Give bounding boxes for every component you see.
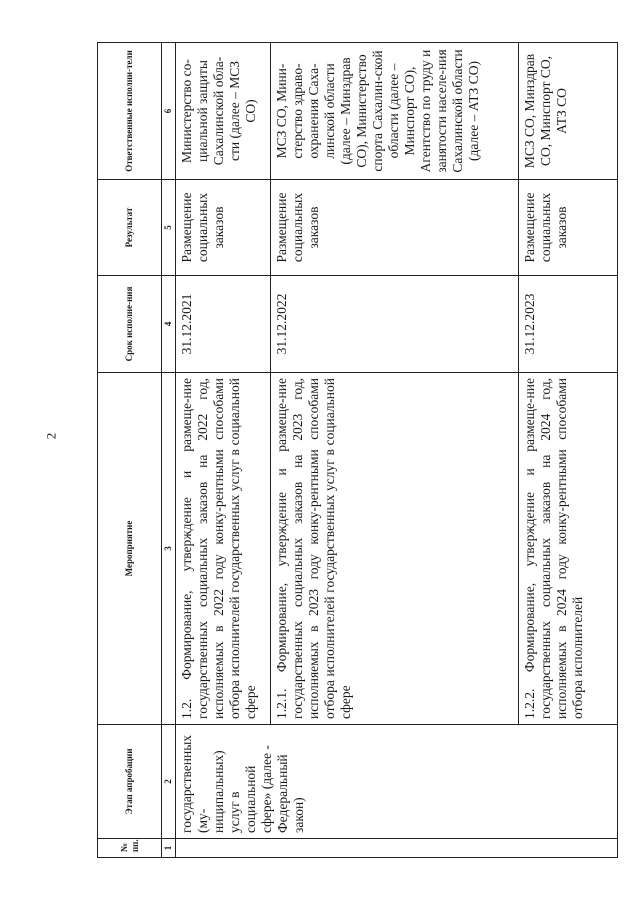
column-numbers-row — [162, 43, 176, 858]
column-number: 1 — [162, 839, 176, 858]
result-cell: Размещение социальных заказов — [176, 180, 271, 276]
deadline-cell: 31.12.2022 — [271, 276, 519, 373]
header-activity: Мероприятие — [98, 373, 162, 725]
stage-cell: государственных (му-ниципальных) услуг в социальной сфере» (далее - Федеральный закон) — [176, 725, 519, 839]
result-cell: Размещение социальных заказов — [519, 180, 618, 276]
column-number: 6 — [162, 43, 176, 180]
activity-cell: 1.2.1. Формирование, утверждение и размеще-ние государственных социальных заказов на 2023 год, исполняемых в 2023 году конку-рентными способами отбора исполнителей государственных услуг в социальной сфере — [271, 373, 519, 725]
row-number-cell — [176, 839, 618, 858]
responsible-cell: МСЗ СО, Минздрав СО, Минспорт СО, АТЗ СО — [519, 43, 618, 180]
header-num: № пп. — [98, 839, 162, 858]
rotated-table-container — [97, 43, 617, 858]
responsible-cell: МСЗ СО, Мини-стерство здраво-охранения Саха-линской области (далее – Минздрав СО), Министерство спорта Сахалин-ской области (далее – Минспорт СО), Агентство по труду и занятости населе-ния Сахалинской области (далее – АТЗ СО) — [271, 43, 519, 180]
table-row — [176, 43, 271, 858]
column-number: 4 — [162, 276, 176, 373]
result-cell: Размещение социальных заказов — [271, 180, 519, 276]
column-number: 5 — [162, 180, 176, 276]
column-number: 2 — [162, 725, 176, 839]
header-result: Результат — [98, 180, 162, 276]
header-deadline: Срок исполне-ния — [98, 276, 162, 373]
column-number: 3 — [162, 373, 176, 725]
table-row — [519, 43, 618, 858]
stage-cell-continued — [519, 725, 618, 839]
header-stage: Этап апробации — [98, 725, 162, 839]
activity-cell: 1.2.2. Формирование, утверждение и размеще-ние государственных социальных заказов на 2024 год, исполняемых в 2024 году конку-рентными способами отбора исполнителей — [519, 373, 618, 725]
responsible-cell: Министерство со-циальной защиты Сахалинской обла-сти (далее – МСЗ СО) — [176, 43, 271, 180]
header-row — [98, 43, 162, 858]
plan-table — [97, 42, 618, 858]
activity-cell: 1.2. Формирование, утверждение и размеще-ние государственных социальных заказов на 2022 год, исполняемых в 2022 году конку-рентными способами отбора исполнителей государственных услуг в социальной сфере — [176, 373, 271, 725]
deadline-cell: 31.12.2023 — [519, 276, 618, 373]
page-number: 2 — [43, 432, 59, 440]
deadline-cell: 31.12.2021 — [176, 276, 271, 373]
header-responsible: Ответственные исполни-тели — [98, 43, 162, 180]
